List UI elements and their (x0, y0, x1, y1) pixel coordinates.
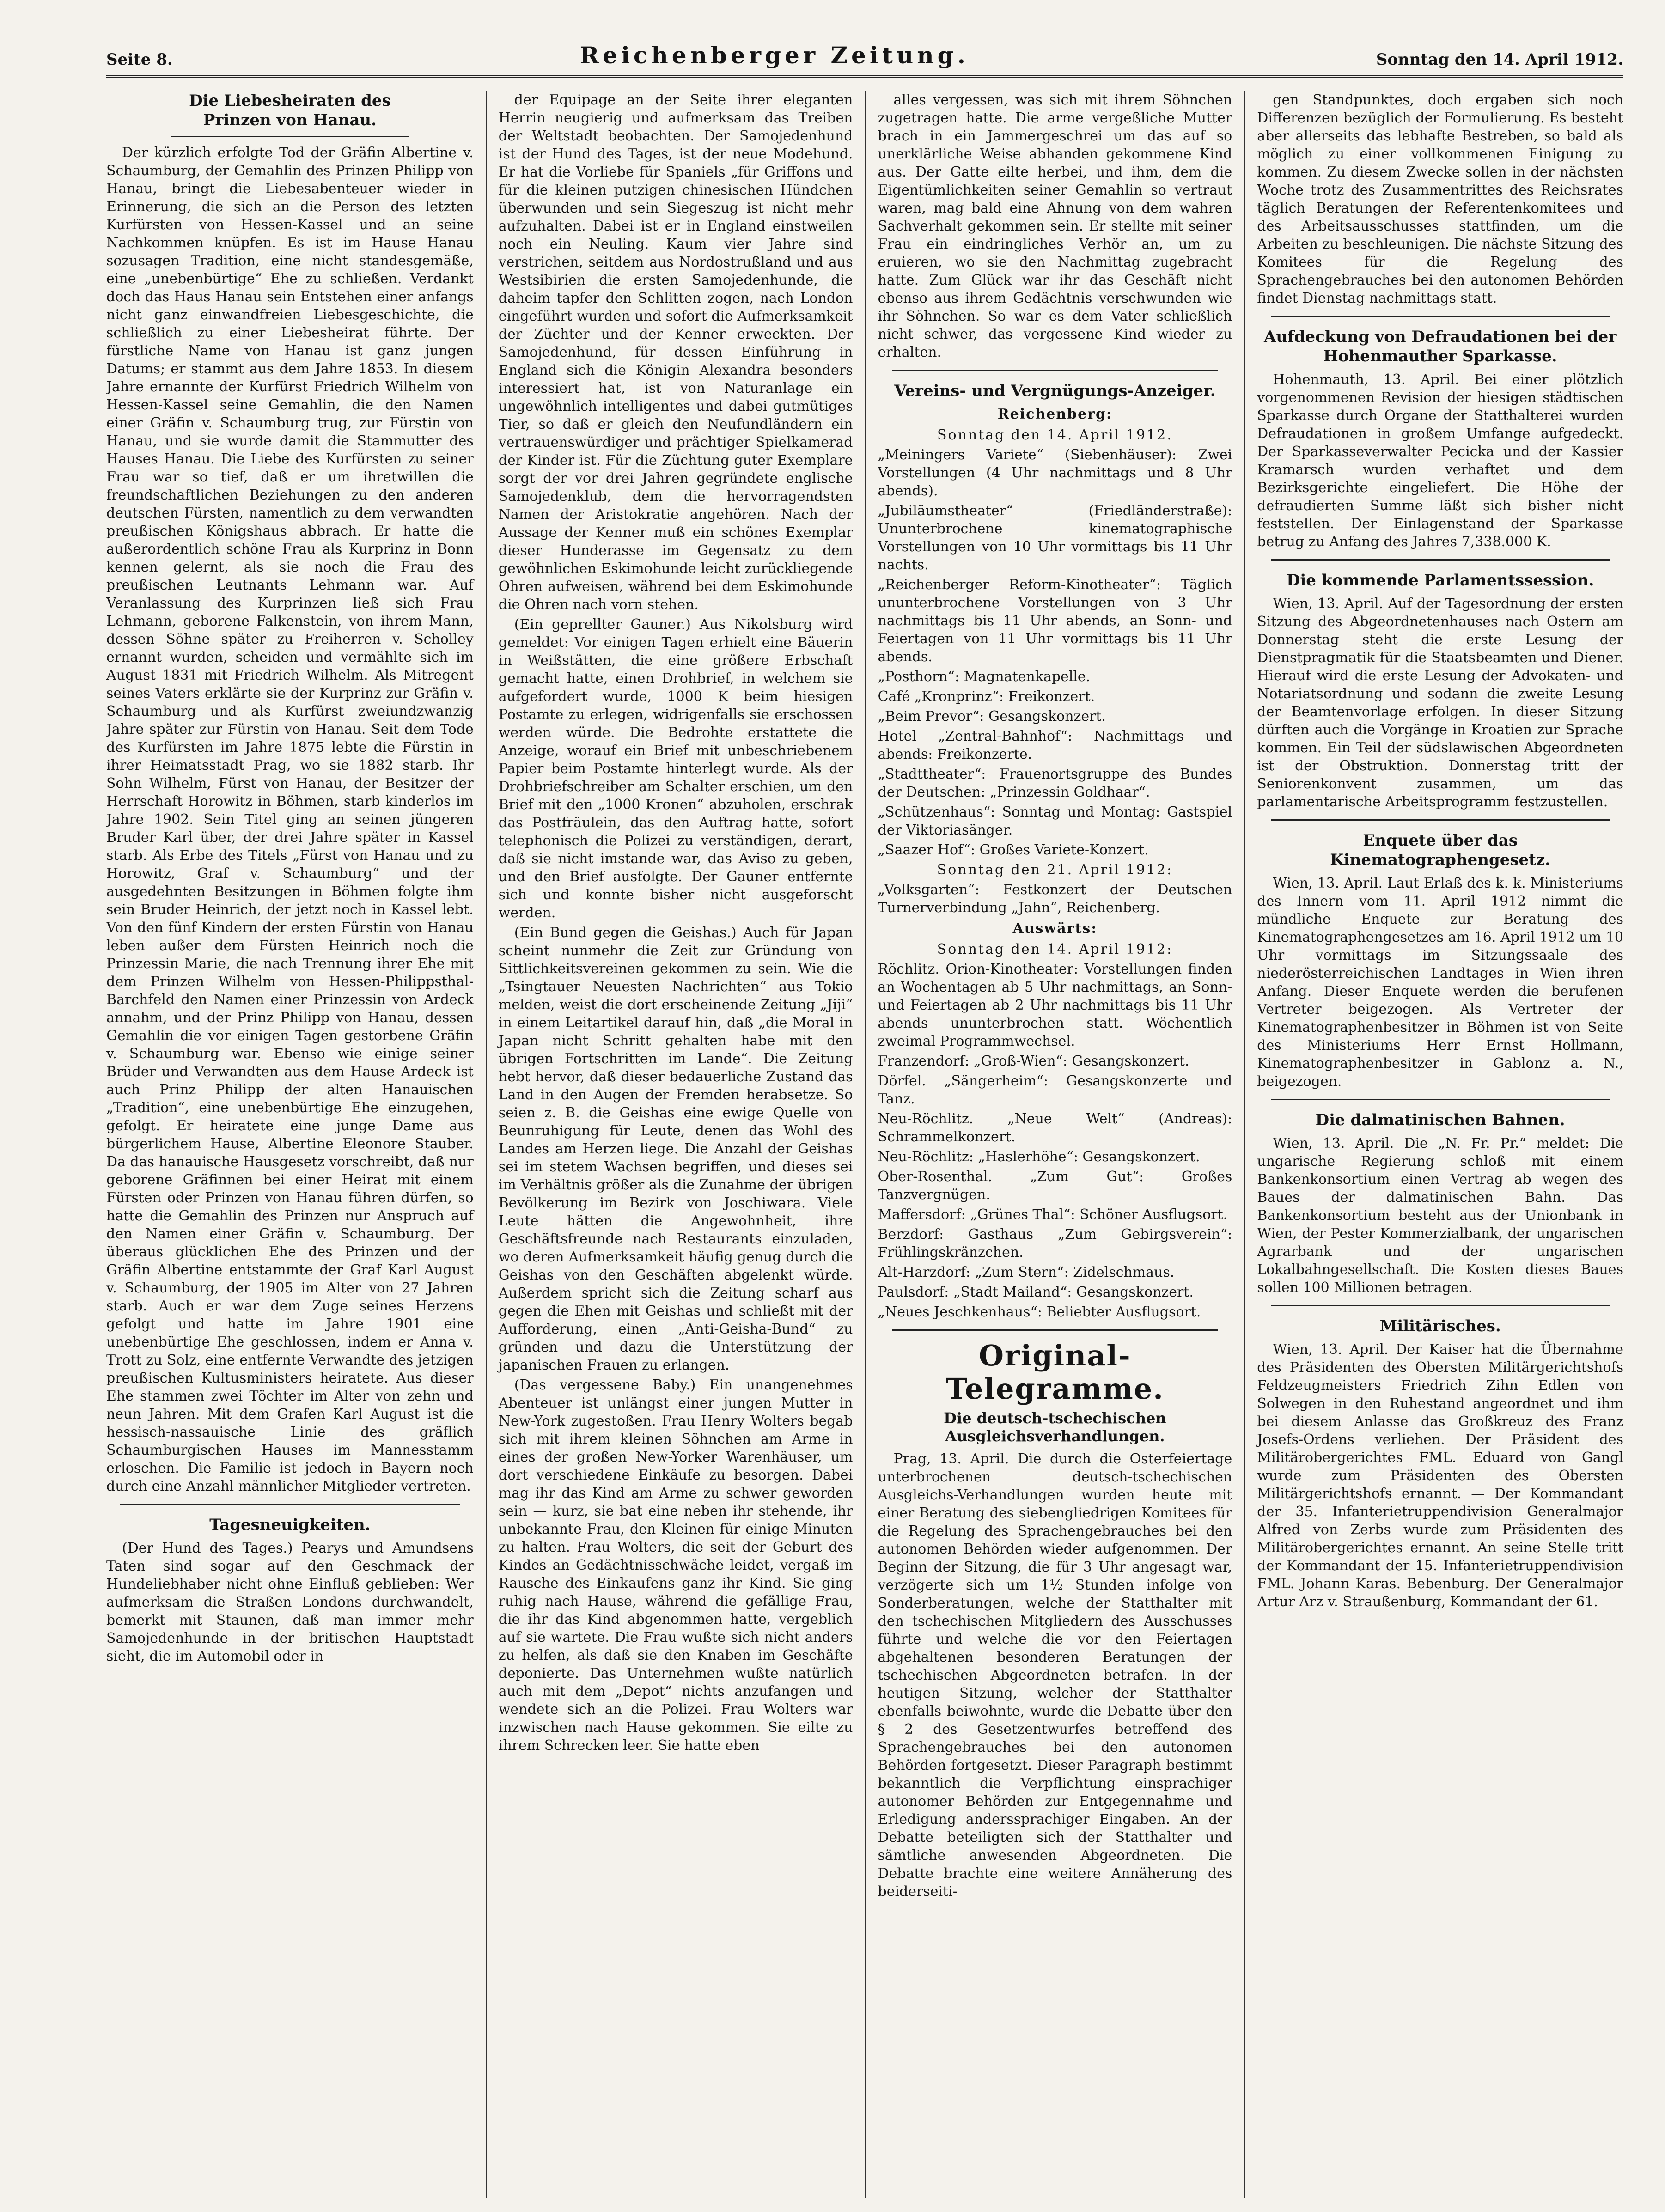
place-heading: Auswärts: (1012, 920, 1098, 937)
divider (1271, 559, 1610, 561)
article-paragraph: (Der Hund des Tages.) Pearys und Amundsens Taten sind sogar auf den Geschmack der Hundeliebhaber nicht ohne Einfluß geblieben: Wer aufmerksam die Straßen Londons durchwandelt, bemerkt mit Staunen, daß man immer mehr Samojedenhunde in der britischen Hauptstadt sieht, die im Automobil oder in (106, 1540, 474, 1664)
list-item: „Volksgarten“: Festkonzert der Deutschen Turnerverbindung „Jahn“, Reichenberg. (878, 882, 1232, 916)
article-paragraph: Hohenmauth, 13. April. Bei einer plötzlich vorgenommenen Revision der hiesigen städtischen Sparkasse durch Organe der Statthalterei wurden Defraudationen in großem Umfange aufgedeckt. Der Sparkasseverwalter Pecicka und der Kassier Kramarsch wurden verhaftet und dem Bezirksgerichte eingeliefert. Die Höhe der defraudierten Summe läßt sich bisher nicht feststellen. Der Einlagenstand der Sparkasse betrug zu Anfang des Jahres 7,338.000 K. (1257, 372, 1623, 550)
event-list (878, 446, 1232, 859)
list-item: Neu-Röchlitz. „Neue Welt“ (Andreas): Schrammelkonzert. (878, 1111, 1232, 1145)
section-heading: Vereins- und Vergnügungs-Anzeiger. (894, 382, 1216, 400)
list-item: „Reichenberger Reform-Kinotheater“: Täglich ununterbrochene Vorstellungen von 3 Uhr nachmittags bis 11 Uhr abends, an Sonn- und Feiertagen von 11 Uhr vormittags bis 11 Uhr abends. (878, 577, 1232, 665)
list-item: Franzendorf: „Groß-Wien“: Gesangskonzert. (878, 1053, 1189, 1069)
article-paragraph: Der kürzlich erfolgte Tod der Gräfin Albertine v. Schaumburg, der Gemahlin des Prinzen Philipp von Hanau, bringt die Liebesabenteuer wieder in Erinnerung, die sich an die Person des letzten Kurfürsten von Hessen-Kassel und an seine Nachkommen knüpfen. Es ist im Hause Hanau sozusagen Tradition, eine nicht standesgemäße, eine „unebenbürtige“ Ehe zu schließen. Verdankt doch das Haus Hanau sein Entstehen einer anfangs nicht ganz einwandfreien Liebesgeschichte, die schließlich zu einer Liebesheirat führte. Der fürstliche Name von Hanau ist ganz jungen Datums; er stammt aus dem Jahre 1853. In diesem Jahre ernannte der Kurfürst Friedrich Wilhelm von Hessen-Kassel seine Gemahlin, die den Namen einer Gräfin v. Schaumburg trug, zur Fürstin von Hanau, und sie wurde damit die Stammutter des Hauses Hanau. Die Liebe des Kurfürsten zu seiner Frau war so tief, daß er um ihretwillen die freundschaftlichen Beziehungen zu den anderen deutschen Fürsten, namentlich zu dem verwandten preußischen Königshaus abbrach. Er hatte die außerordentlich schöne Frau als Kurprinz in Bonn kennen gelernt, als sie noch die Frau des preußischen Leutnants Lehmann war. Auf Veranlassung des Kurprinzen ließ sich Frau Lehmann, geborene Falkenstein, von ihrem Mann, dessen Söhne später zu Freiherren v. Scholley ernannt wurden, scheiden und vermählte sich im August 1831 mit Friedrich Wilhelm. Als Mitregent seines Vaters erklärte sie der Kurprinz zur Gräfin v. Schaumburg und als Kurfürst zweiundzwanzig Jahre später zur Fürstin von Hanau. Seit dem Tode des Kurfürsten im Jahre 1875 lebte die Fürstin in ihrer Heimatsstadt Prag, wo sie 1882 starb. Ihr Sohn Wilhelm, Fürst von Hanau, der Besitzer der Herrschaft Horowitz in Böhmen, starb kinderlos im Jahre 1902. Sein Titel ging an seinen jüngeren Bruder Karl über, der drei Jahre später in Kassel starb. Als Erbe des Titels „Fürst von Hanau und zu Horowitz, Graf v. Schaumburg“ und der ausgedehnten Besitzungen in Böhmen folgte ihm sein Bruder Heinrich, der jetzt noch in Kassel lebt. Von den fünf Kindern der ersten Fürstin von Hanau leben außer dem Fürsten Heinrich noch die Prinzessin Marie, die nach Trennung ihrer Ehe mit dem Prinzen Wilhelm von Hessen-Philippsthal-Barchfeld den Namen einer Prinzessin von Ardeck annahm, und der Prinz Philipp von Hanau, dessen Gemahlin die vor einigen Tagen gestorbene Gräfin v. Schaumburg war. Ebenso wie einige seiner Brüder und Verwandten aus dem Hause Ardeck ist auch Prinz Philipp der alten Hanauischen „Tradition“, eine unebenbürtige Ehe einzugehen, gefolgt. Er heiratete eine junge Dame aus bürgerlichem Hause, Albertine Eleonore Stauber. Da das hanauische Hausgesetz vorschreibt, daß nur geborene Gräfinnen bei einer Heirat mit einem Fürsten oder Prinzen von Hanau führen dürfen, so hatte die Gemahlin des Prinzen nur Anspruch auf den Namen einer Gräfin v. Schaumburg. Der überaus glücklichen Ehe des Prinzen und der Gräfin Albertine entstammte der Graf Karl August v. Schaumburg, der 1905 im Alter von 27 Jahren starb. Auch er war dem Zuge seines Herzens gefolgt und hatte im Jahre 1901 eine unebenbürtige Ehe geschlossen, indem er Anna v. Trott zu Solz, eine entfernte Verwandte des jetzigen preußischen Kultusministers heiratete. Aus dieser Ehe stammen zwei Töchter im Alter von zehn und neun Jahren. Mit dem Grafen Karl August ist die hessisch-nassauische Linie des gräflich Schaumburgischen Hauses im Mannesstamm erloschen. Die Familie ist jedoch in Bayern noch durch eine Anzahl männlicher Mitglieder vertreten. (106, 145, 474, 1494)
article-paragraph: gen Standpunktes, doch ergaben sich noch Differenzen bezüglich der Formulierung. Es besteht aber allerseits das lebhafte Bestreben, so bald als möglich zu einer vollkommenen Einigung zu kommen. Zu diesem Zwecke sollen in der nächsten Woche trotz des Zusammentrittes des Reichsrates täglich Beratungen der Referentenkomitees und des Arbeitsausschusses stattfinden, um die Arbeiten zu beschleunigen. Die nächste Sitzung des Komitees für die Regelung des Sprachengebrauches bei den autonomen Behörden findet Dienstag nachmittags statt. (1257, 92, 1623, 306)
column-2 (486, 91, 865, 2198)
article-heading: Militärisches. (1379, 1317, 1501, 1335)
article-paragraph: Prag, 13. April. Die durch die Osterfeiertage unterbrochenen deutsch-tschechischen Ausgleichs-Verhandlungen wurden heute mit einer Beratung des siebengliedrigen Komitees für die Regelung des Sprachengebrauches bei den autonomen Behörden wieder aufgenommen. Der Beginn der Sitzung, die für 3 Uhr angesagt war, verzögerte sich um 1½ Stunden infolge von Sonderberatungen, welche der Statthalter mit den tschechischen Mitgliedern des Ausschusses führte und welche die vor den Feiertagen abgehaltenen besonderen Beratungen der tschechischen Abgeordneten betrafen. In der heutigen Sitzung, welcher der Statthalter ebenfalls beiwohnte, wurde die Debatte über den § 2 des Gesetzentwurfes betreffend des Sprachengebrauches bei den autonomen Behörden fortgesetzt. Dieser Paragraph bestimmt bekanntlich die Verpflichtung einsprachiger autonomer Behörden zur Entgegennahme und Erledigung anderssprachiger Eingaben. An der Debatte beteiligten sich der Statthalter und sämtliche anwesenden Abgeordneten. Die Debatte brachte eine weitere Annäherung des beiderseiti- (878, 1451, 1232, 1900)
list-item: Röchlitz. Orion-Kinotheater: Vorstellungen finden an Wochentagen ab 5 Uhr nachmittags, an Sonn- und Feiertagen ab 2 Uhr nachmittags bis 11 Uhr abends ununterbrochen statt. Wöchentlich zweimal Programmwechsel. (878, 961, 1232, 1049)
date-line: Sonntag den 14. April 1912: (937, 941, 1173, 957)
masthead (106, 42, 1623, 78)
event-list (878, 881, 1232, 917)
article-paragraph: Wien, 13. April. Die „N. Fr. Pr.“ meldet: Die ungarische Regierung schloß mit einem Bankenkonsortium einen Vertrag ab wegen des Baues der dalmatinischen Bahn. Das Bankenkonsortium besteht aus der Unionbank in Wien, der Pester Kommerzialbank, der ungarischen Agrarbank und der ungarischen Lokalbahngesellschaft. Die Kosten dieses Baues sollen 100 Millionen betragen. (1257, 1135, 1623, 1296)
column-1 (106, 91, 486, 2198)
article-heading: Enquete über das Kinematographengesetz. (1330, 831, 1551, 869)
page-number: Seite 8. (106, 50, 173, 69)
list-item: „Schützenhaus“: Sonntag und Montag: Gastspiel der Viktoriasänger. (878, 804, 1232, 838)
heading-line: Die deutsch-tschechischen (944, 1409, 1166, 1427)
section-heading: Tagesneuigkeiten. (209, 1516, 371, 1534)
divider (120, 1504, 460, 1505)
place-heading: Reichenberg: (997, 406, 1113, 422)
article-paragraph: der Equipage an der Seite ihrer eleganten Herrin neugierig und aufmerksam das Treiben der Weltstadt beobachten. Der Samojedenhund ist der Hund des Tages, ist der neue Modehund. Er hat die Vorliebe für Spaniels „für Griffons und für die kleinen putzigen chinesischen Hündchen überwunden und sein Siegeszug ist nicht mehr aufzuhalten. Dabei ist er in England einstweilen noch ein Neuling. Kaum vier Jahre sind verstrichen, seitdem aus Nordostrußland und aus Westsibirien die ersten Samojedenhunde, die daheim tapfer den Schlitten zogen, nach London eingeführt wurden und sofort die Aufmerksamkeit der Züchter und der Kenner erweckten. Der Samojedenhund, für dessen Einführung in England sich die Königin Alexandra besonders interessiert hat, ist von Naturanlage ein ungewöhnlich intelligentes und dabei gutmütiges Tier, so daß er gleich den Neufundländern ein vertrauenswürdiger und prächtiger Spielkamerad der Kinder ist. Für die Züchtung guter Exemplare sorgt der vor drei Jahren gegründete englische Samojedenklub, dem die hervorragendsten Namen der Aristokratie angehören. Nach der Aussage der Kenner muß ein schönes Exemplar dieser Hunderasse im Gegensatz zu dem gewöhnlichen Eskimohunde leicht zurückliegende Ohren aufweisen, während bei dem Eskimohunde die Ohren nach vorn stehen. (498, 92, 853, 613)
date-line: Sonntag den 14. April 1912. (937, 427, 1173, 443)
article-paragraph: (Das vergessene Baby.) Ein unangenehmes Abenteuer ist unlängst einer jungen Mutter in New-York zugestoßen. Frau Henry Wolters begab sich mit ihrem kleinen Söhnchen am Arme in eines der großen New-Yorker Warenhäuser, um dort verschiedene Einkäufe zu besorgen. Dabei mag ihr das Kind am Arme zu schwer geworden sein — kurz, sie bat eine neben ihr stehende, ihr unbekannte Frau, den Kleinen für einige Minuten zu halten. Frau Wolters, die seit der Geburt des Kindes an Gedächtnisschwäche leidet, vergaß im Rausche des Einkaufens ganz ihr Kind. Sie ging ruhig nach Hause, während die gefällige Frau, die ihr das Kind abgenommen hatte, vergeblich auf sie wartete. Die Frau wußte sich nicht anders zu helfen, als daß sie den Knaben im Geschäfte deponierte. Das Unternehmen wußte natürlich auch mit dem „Depot“ nichts anzufangen und wendete sich an die Polizei. Frau Wolters war inzwischen nach Hause gekommen. Sie eilte zu ihrem Schrecken leer. Sie hatte eben (498, 1377, 853, 1754)
list-item: Ober-Rosenthal. „Zum Gut“: Großes Tanzvergnügen. (878, 1169, 1232, 1203)
article-paragraph: alles vergessen, was sich mit ihrem Söhnchen zugetragen hatte. Die arme vergeßliche Mutter brach in ein Jammergeschrei um das auf so unerklärliche Weise abhanden gekommene Kind aus. Der Gatte eilte herbei, und ihm, dem die Eigentümlichkeiten seiner Gemahlin so vertraut waren, mag bald eine Ahnung von dem wahren Sachverhalt gekommen sein. Er stellte mit seiner Frau ein eindringliches Verhör an, um zu eruieren, wo sie den Nachmittag zugebracht hatte. Zum Glück war ihr das Geschäft nicht ebenso aus ihrem Gedächtnis verschwunden wie ihr Söhnchen. So war es dem Vater schließlich nicht schwer, das vergessene Kind wieder zu erhalten. (878, 92, 1232, 360)
divider (171, 136, 409, 137)
article-heading: Die dalmatinischen Bahnen. (1315, 1111, 1565, 1129)
list-item: „Jubiläumstheater“ (Friedländerstraße): Ununterbrochene kinematographische Vorstellungen von 10 Uhr vormittags bis 11 Uhr nachts. (878, 503, 1232, 573)
divider (1271, 316, 1610, 317)
column-4 (1244, 91, 1623, 2198)
list-item: Maffersdorf: „Grünes Thal“: Schöner Ausflugsort. (878, 1207, 1228, 1223)
heading-line: Die Liebesheiraten des (189, 91, 391, 110)
list-item: „Neues Jeschkenhaus“: Beliebter Ausflugsort. (878, 1304, 1201, 1320)
article-paragraph: Wien, 13. April. Laut Erlaß des k. k. Ministeriums des Innern vom 11. April 1912 nimmt die mündliche Enquete zur Beratung des Kinematographengesetzes am 16. April 1912 um 10 Uhr vormittags im Sitzungssaale des niederösterreichischen Landtages in Wien ihren Anfang. Dieser Enquete werden die berufenen Vertreter beigezogen. Als Vertreter der Kinematographenbesitzer in Böhmen ist von Seite des Ministeriums Herr Ernst Hollmann, Kinematographenbesitzer in Gablonz a. N., beigezogen. (1257, 875, 1623, 1090)
article-paragraph: Wien, 13. April. Der Kaiser hat die Übernahme des Präsidenten des Obersten Militärgerichtshofs Feldzeugmeisters Friedrich Zihn Edlen von Solwegen in den Ruhestand angeordnet und ihm bei diesem Anlasse das Großkreuz des Franz Josefs-Ordens verliehen. Der Präsident des Militärobergerichtes FML. Eduard von Gangl wurde zum Präsidenten des Obersten Militärgerichtshofs ernannt. — Der Kommandant der 35. Infanterietruppendivision Generalmajor Alfred von Zerbs wurde zum Präsidenten des Militärobergerichtes ernannt. An seine Stelle tritt der Kommandant der 15. Infanterietruppendivision FML. Johann Karas. Bebenburg. Der Generalmajor Artur Arz v. Straußenburg, Kommandant der 61. (1257, 1341, 1623, 1610)
divider (1271, 1099, 1610, 1100)
list-item: Berzdorf: Gasthaus „Zum Gebirgsverein“: Frühlingskränzchen. (878, 1226, 1232, 1261)
divider (892, 370, 1219, 371)
divider (892, 1329, 1219, 1331)
list-item: „Meiningers Variete“ (Siebenhäuser): Zwei Vorstellungen (4 Uhr nachmittags und 8 Uhr abends). (878, 447, 1232, 499)
list-item: „Beim Prevor“: Gesangskonzert. (878, 708, 1106, 725)
heading-line: Ausgleichsverhandlungen. (945, 1427, 1165, 1445)
list-item: Dörfel. „Sängerheim“: Gesangskonzerte und Tanz. (878, 1073, 1232, 1107)
list-item: „Saazer Hof“: Großes Variete-Konzert. (878, 842, 1149, 858)
list-item: „Posthorn“: Magnatenkapelle. (878, 669, 1091, 685)
section-heading: Original-Telegramme. (945, 1339, 1164, 1406)
list-item: „Stadttheater“: Frauenortsgruppe des Bundes der Deutschen: „Prinzessin Goldhaar“. (878, 766, 1232, 800)
heading-line: Prinzen von Hanau. (203, 111, 377, 129)
column-grid (106, 91, 1623, 2198)
list-item: Hotel „Zentral-Bahnhof“: Nachmittags und abends: Freikonzerte. (878, 728, 1232, 762)
event-list (878, 960, 1232, 1321)
article-paragraph: (Ein geprellter Gauner.) Aus Nikolsburg wird gemeldet: Vor einigen Tagen erhielt eine Bäuerin in Weißstätten, die eine größere Erbschaft gemacht hatte, einen Drohbrief, in welchem sie aufgefordert wurde, 1000 K beim hiesigen Postamte zu erlegen, widrigenfalls sie erschossen werden würde. Die Bedrohte erstattete die Anzeige, worauf ein Brief mit unbeschriebenem Papier beim Postamte hinterlegt wurde. Als der Drohbriefschreiber am Schalter erschien, um den Brief mit den „1000 Kronen“ abzuholen, erschrak das Postfräulein, das den Auftrag hatte, sofort telephonisch die Polizei zu verständigen, derart, daß sie nicht imstande war, das Aviso zu geben, und den Brief ausfolgte. Der Gauner entfernte sich und konnte bisher nicht ausgeforscht werden. (498, 616, 853, 921)
column-3 (865, 91, 1244, 2198)
article-paragraph: (Ein Bund gegen die Geishas.) Auch für Japan scheint nunmehr die Zeit zur Gründung von Sittlichkeitsvereinen gekommen zu sein. Wie die „Tsingtauer Neuesten Nachrichten“ aus Tokio melden, weist die dort erscheinende Zeitung „Jiji“ in einem Leitartikel darauf hin, daß „die Moral in Japan nicht Schritt gehalten habe mit den übrigen Fortschritten im Lande“. Die Zeitung hebt hervor, daß dieser bedauerliche Zustand das Land in den Augen der Fremden herabsetze. So seien z. B. die Geishas eine ewige Quelle von Beunruhigung für Leute, denen das Wohl des Landes am Herzen liege. Die Anzahl der Geishas sei im stetem Wachsen begriffen, und dieses sei im Verhältnis größer als die Zunahme der übrigen Bevölkerung im Bezirk von Joschiwara. Viele Leute hätten die Angewohnheit, ihre Geschäftsfreunde nach Restaurants einzuladen, wo deren Aufmerksamkeit häufig genug durch die Geishas von den Geschäften abgelenkt würde. Außerdem spricht sich die Zeitung scharf aus gegen die Ehen mit Geishas und schließt mit der Aufforderung, einen „Anti-Geisha-Bund“ zu gründen und dazu die Unterstützung der japanischen Frauen zu erlangen. (498, 925, 853, 1373)
date-line: Sonntag den 21. April 1912: (937, 862, 1173, 878)
newspaper-title: Reichenberger Zeitung. (579, 42, 970, 69)
divider (1271, 1305, 1610, 1306)
article-heading (106, 91, 474, 130)
list-item: Neu-Röchlitz: „Haslerhöhe“: Gesangskonzert. (878, 1149, 1200, 1165)
list-item: Café „Kronprinz“: Freikonzert. (878, 689, 1095, 705)
issue-date: Sonntag den 14. April 1912. (1376, 50, 1623, 69)
article-heading: Die kommende Parlamentssession. (1286, 571, 1594, 590)
article-heading: Aufdeckung von Defraudationen bei der Hohenmauther Sparkasse. (1263, 328, 1617, 366)
article-heading (878, 1409, 1232, 1445)
divider (1271, 819, 1610, 821)
article-paragraph: Wien, 13. April. Auf der Tagesordnung der ersten Sitzung des Abgeordnetenhauses nach Ostern am Donnerstag steht die erste Lesung der Dienstpragmatik für die Staatsbeamten und Diener. Hierauf wird die erste Lesung der Advokaten- und Notariatsordnung und sodann die zweite Lesung der Beamtenvorlage erfolgen. In dieser Sitzung dürften auch die Vorgänge in Kroatien zur Sprache kommen. Ein Teil der südslawischen Abgeordneten ist der Obstruktion. Donnerstag tritt der Seniorenkonvent zusammen, um das parlamentarische Arbeitsprogramm festzustellen. (1257, 596, 1623, 810)
list-item: Paulsdorf: „Stadt Mailand“: Gesangskonzert. (878, 1284, 1194, 1300)
list-item: Alt-Harzdorf: „Zum Stern“: Zidelschmaus. (878, 1264, 1175, 1280)
